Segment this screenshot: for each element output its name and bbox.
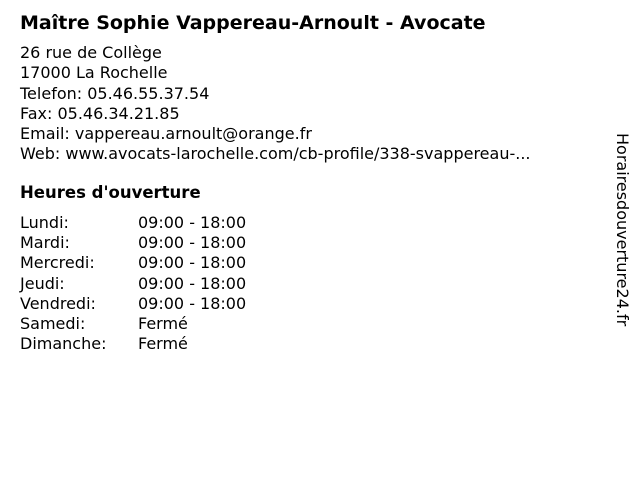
time-value: 09:00 - 18:00 [138, 293, 247, 313]
time-value: 09:00 - 18:00 [138, 213, 247, 232]
day-label: Lundi: [20, 213, 69, 232]
time-value: 09:00 - 18:00 [138, 253, 247, 273]
day-label: Mercredi: [20, 253, 95, 273]
email-line: Email: vappereau.arnoult@orange.fr [20, 124, 312, 144]
brand-watermark: Horairesdouverture24.fr [613, 133, 632, 327]
day-label: Mardi: [20, 233, 70, 253]
address-city: 17000 La Rochelle [20, 63, 168, 83]
contact-info [20, 43, 531, 165]
phone-line: Telefon: 05.46.55.37.54 [20, 83, 210, 103]
hours-heading: Heures d'ouverture [20, 183, 201, 202]
page-title: Maître Sophie Vappereau-Arnoult - Avocate [20, 12, 486, 34]
time-value: 09:00 - 18:00 [138, 233, 247, 253]
fax-line: Fax: 05.46.34.21.85 [20, 103, 180, 123]
time-value: Fermé [138, 313, 188, 333]
time-value: Fermé [138, 334, 188, 354]
day-label: Samedi: [20, 313, 86, 333]
day-label: Jeudi: [20, 273, 65, 293]
address-street: 26 rue de Collège [20, 43, 162, 62]
web-line: Web: www.avocats-larochelle.com/cb-profile/338-svappereau-... [20, 144, 531, 164]
day-label: Dimanche: [20, 334, 107, 354]
time-value: 09:00 - 18:00 [138, 273, 247, 293]
day-label: Vendredi: [20, 293, 96, 313]
